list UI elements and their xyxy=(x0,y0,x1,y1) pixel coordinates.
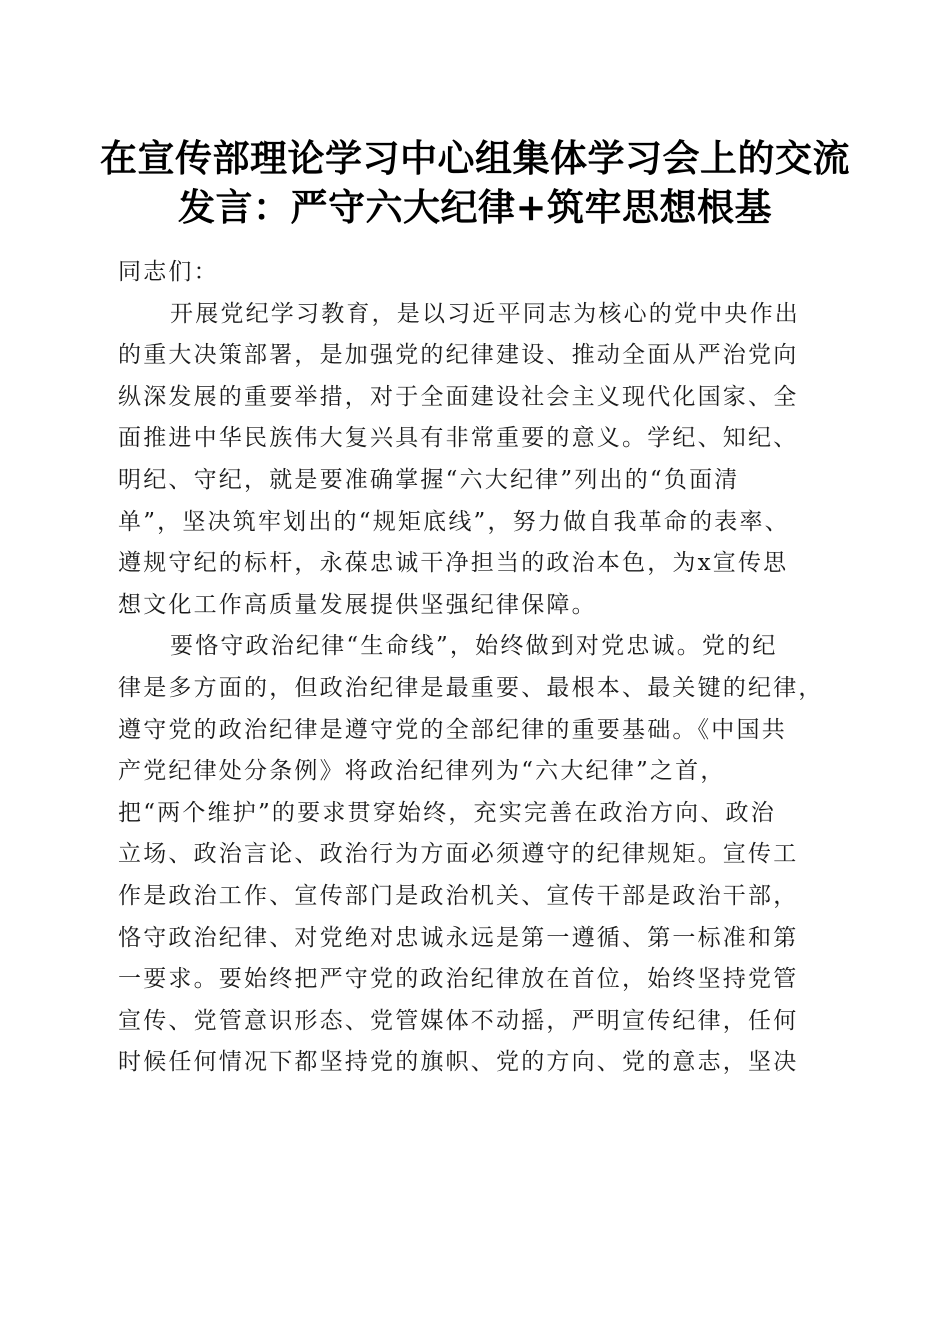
paragraph-line: 一要求。要始终把严守党的政治纪律放在首位，始终坚持党管 xyxy=(118,966,799,993)
document-body xyxy=(118,252,834,1084)
paragraph-1 xyxy=(118,294,834,627)
paragraph-line: 立场、政治言论、政治行为方面必须遵守的纪律规矩。宣传工 xyxy=(118,841,799,868)
paragraph-line: 遵守党的政治纪律是遵守党的全部纪律的重要基础。《中国共 xyxy=(118,716,787,743)
paragraph-line: 产党纪律处分条例》将政治纪律列为“六大纪律”之首， xyxy=(118,758,726,785)
paragraph-line: 开展党纪学习教育，是以习近平同志为核心的党中央作出 xyxy=(170,300,800,327)
paragraph-line: 想文化工作高质量发展提供坚强纪律保障。 xyxy=(118,591,597,618)
title-line-1: 在宣传部理论学习中心组集体学习会上的交流 xyxy=(100,136,850,180)
paragraph-line: 明纪、守纪，就是要准确掌握“六大纪律”列出的“负面清 xyxy=(118,466,740,493)
paragraph-line: 面推进中华民族伟大复兴具有非常重要的意义。学纪、知纪、 xyxy=(118,425,799,452)
paragraph-2 xyxy=(118,626,834,1084)
paragraph-line: 律是多方面的，但政治纪律是最重要、最根本、最关键的纪律， xyxy=(118,674,824,701)
paragraph-line: 恪守政治纪律、对党绝对忠诚永远是第一遵循、第一标准和第 xyxy=(118,924,799,951)
document-title xyxy=(100,134,850,232)
paragraph-line: 作是政治工作、宣传部门是政治机关、宣传干部是政治干部， xyxy=(118,882,799,909)
paragraph-line: 遵规守纪的标杆，永葆忠诚干净担当的政治本色，为x宣传思 xyxy=(118,550,789,577)
paragraph-line: 时候任何情况下都坚持党的旗帜、党的方向、党的意志，坚决 xyxy=(118,1049,799,1076)
paragraph-line: 宣传、党管意识形态、党管媒体不动摇，严明宣传纪律，任何 xyxy=(118,1007,799,1034)
title-line-2: 发言：严守六大纪律+筑牢思想根基 xyxy=(177,185,772,229)
paragraph-line: 纵深发展的重要举措，对于全面建设社会主义现代化国家、全 xyxy=(118,383,799,410)
salutation: 同志们： xyxy=(118,259,219,285)
paragraph-line: 单”，坚决筑牢划出的“规矩底线”，努力做自我革命的表率、 xyxy=(118,508,790,535)
paragraph-line: 要恪守政治纪律“生命线”，始终做到对党忠诚。党的纪 xyxy=(170,633,778,660)
paragraph-line: 把“两个维护”的要求贯穿始终，充实完善在政治方向、政治 xyxy=(118,799,776,826)
paragraph-line: 的重大决策部署，是加强党的纪律建设、推动全面从严治党向 xyxy=(118,342,799,369)
